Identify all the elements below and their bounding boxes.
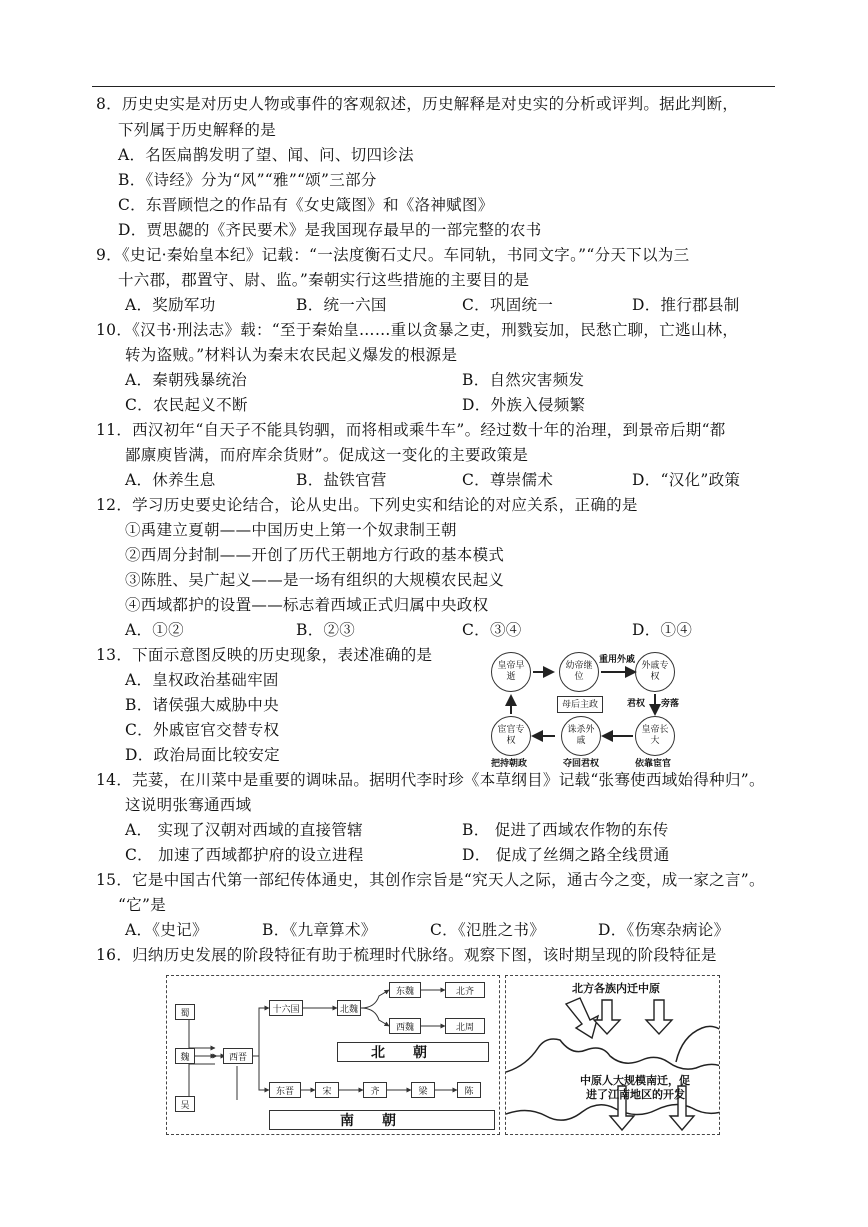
q15-option-a: A．《史记》 <box>125 921 208 939</box>
map-note-line1: 中原人大规模南迁，促 <box>580 1074 690 1087</box>
box-shu: 蜀 <box>175 1004 195 1020</box>
label-rely-consort: 重用外戚 <box>599 655 636 665</box>
q15-option-c: C．《氾胜之书》 <box>430 921 546 939</box>
q15-stem-line2: “它”是 <box>118 896 167 914</box>
q8-option-d: D．贾思勰的《齐民要术》是我国现存最早的一部完整的农书 <box>118 221 542 239</box>
q9-option-d: D．推行郡县制 <box>632 296 740 314</box>
box-qi: 齐 <box>363 1082 387 1098</box>
q13-stem-line1: 13．下面示意图反映的历史现象，表述准确的是 <box>96 646 433 664</box>
southern-dynasties-banner: 南朝 <box>269 1110 495 1130</box>
box-western-wei: 西魏 <box>389 1018 421 1034</box>
box-northern-wei: 北魏 <box>337 1000 361 1016</box>
q9-stem-line2: 十六郡，郡置守、尉、监。”秦朝实行这些措施的主要目的是 <box>118 271 530 289</box>
box-eastern-jin: 东晋 <box>269 1082 301 1098</box>
q12-option-b: B．②③ <box>296 621 356 639</box>
q9-option-b: B．统一六国 <box>296 296 387 314</box>
box-northern-qi: 北齐 <box>445 982 485 998</box>
node-consort-clan-power: 外戚专权 <box>635 652 675 692</box>
node-eunuch-power: 宦官专权 <box>491 716 531 756</box>
q14-option-a: A． 实现了汉朝对西域的直接管辖 <box>125 821 363 839</box>
q10-option-a: A．秦朝残暴统治 <box>125 371 248 389</box>
q12-item-3: ③陈胜、吴广起义——是一场有组织的大规模农民起义 <box>125 571 505 589</box>
q12-stem-line1: 12．学习历史要史论结合，论从史出。下列史实和结论的对应关系，正确的是 <box>96 496 638 514</box>
q14-stem-line2: 这说明张骞通西域 <box>125 796 252 814</box>
box-liang: 梁 <box>411 1082 435 1098</box>
northern-dynasties-banner: 北朝 <box>337 1042 489 1062</box>
box-northern-zhou: 北周 <box>445 1018 485 1034</box>
q16-stem-line1: 16．归纳历史发展的阶段特征有助于梳理时代脉络。观察下图，该时期呈现的阶段特征是 <box>96 946 717 964</box>
label-rely-eunuch: 依靠宦官 <box>635 759 672 769</box>
q12-option-a: A．①② <box>125 621 184 639</box>
label-regain-power: 夺回君权 <box>563 759 600 769</box>
q10-option-d: D．外族入侵频繁 <box>462 396 586 414</box>
q13-cycle-diagram <box>485 648 705 769</box>
label-control-court: 把持朝政 <box>491 759 528 769</box>
q12-item-1: ①禹建立夏朝——中国历史上第一个奴隶制王朝 <box>125 521 457 539</box>
q8-option-c: C．东晋顾恺之的作品有《女史箴图》和《洛神赋图》 <box>118 196 494 214</box>
box-song: 宋 <box>315 1082 339 1098</box>
node-emperor-grows: 皇帝长大 <box>635 716 675 756</box>
node-emperor-early-death: 皇帝早逝 <box>491 652 531 692</box>
node-kill-consort-clan: 诛杀外戚 <box>561 716 601 756</box>
q10-stem-line2: 转为盗贼。”材料认为秦末农民起义爆发的根源是 <box>125 346 458 364</box>
q10-option-c: C．农民起义不断 <box>125 396 248 414</box>
empress-dowager-box: 母后主政 <box>557 696 603 713</box>
q13-option-c: C．外戚宦官交替专权 <box>125 721 280 739</box>
q11-option-b: B．盐铁官营 <box>296 471 387 489</box>
q11-option-d: D．“汉化”政策 <box>632 471 741 489</box>
q14-option-b: B． 促进了西域农作物的东传 <box>462 821 669 839</box>
q12-item-2: ②西周分封制——开创了历代王朝地方行政的基本模式 <box>125 546 505 564</box>
q14-option-c: C． 加速了西域都护府的设立进程 <box>125 846 364 864</box>
q13-option-d: D．政治局面比较安定 <box>125 746 280 764</box>
q11-option-a: A．休养生息 <box>125 471 216 489</box>
q12-option-d: D．①④ <box>632 621 693 639</box>
q11-option-c: C．尊崇儒术 <box>462 471 554 489</box>
q14-stem-line1: 14．芫荽，在川菜中是重要的调味品。据明代李时珍《本草纲目》记载“张骞使西域始得种归”。 <box>96 771 765 789</box>
q8-option-b: B．《诗经》分为“风”“雅”“颂”三部分 <box>118 171 377 189</box>
q9-option-c: C．巩固统一 <box>462 296 554 314</box>
map-note-line2: 进了江南地区的开发 <box>586 1088 685 1101</box>
q9-option-a: A．奖励军功 <box>125 296 216 314</box>
q8-stem-line1: 8．历史史实是对历史人物或事件的客观叙述，历史解释是对史实的分析或评判。据此判断， <box>96 95 739 113</box>
header-rule <box>92 86 775 87</box>
q10-option-b: B．自然灾害频发 <box>462 371 585 389</box>
q12-item-4: ④西域都护的设置——标志着西域正式归属中央政权 <box>125 596 489 614</box>
q11-stem-line2: 鄙廪庾皆满，而府库余货财”。促成这一变化的主要政策是 <box>125 446 529 464</box>
q15-option-d: D．《伤寒杂病论》 <box>598 921 730 939</box>
q9-stem-line1: 9．《史记·秦始皇本纪》记载：“一法度衡石丈尺。车同轨，书同文字。”“分天下以为三 <box>96 246 690 264</box>
q16-dynasty-flowchart <box>166 975 500 1135</box>
box-western-jin: 西晋 <box>223 1048 253 1064</box>
box-wu: 吴 <box>175 1096 195 1112</box>
q14-option-d: D． 促成了丝绸之路全线贯通 <box>462 846 670 864</box>
box-sixteen-kingdoms: 十六国 <box>269 1000 303 1016</box>
q12-option-c: C．③④ <box>462 621 522 639</box>
box-eastern-wei: 东魏 <box>389 982 421 998</box>
q15-stem-line1: 15．它是中国古代第一部纪传体通史，其创作宗旨是“究天人之际，通古今之变，成一家之言”。 <box>96 871 765 889</box>
q13-option-b: B．诸侯强大威胁中央 <box>125 696 279 714</box>
label-imperial-power: 君权 <box>627 699 646 709</box>
q8-stem-line2: 下列属于历史解释的是 <box>118 121 277 139</box>
label-fall-aside: 旁落 <box>661 699 680 709</box>
q16-migration-map <box>505 975 720 1135</box>
box-chen: 陈 <box>457 1082 481 1098</box>
q11-stem-line1: 11．西汉初年“自天子不能具钧驷，而将相或乘牛车”。经过数十年的治理，到景帝后期“都 <box>96 421 726 439</box>
q13-option-a: A．皇权政治基础牢固 <box>125 671 279 689</box>
box-wei: 魏 <box>175 1048 195 1064</box>
q8-option-a: A．名医扁鹊发明了望、闻、问、切四诊法 <box>118 146 414 164</box>
q10-stem-line1: 10．《汉书·刑法志》载：“至于秦始皇……重以贪暴之吏，刑戮妄加，民愁亡聊，亡逃山林， <box>96 321 739 339</box>
node-child-emperor: 幼帝继位 <box>559 652 599 692</box>
q16-map-graphics <box>506 976 720 1135</box>
q15-option-b: B．《九章算术》 <box>262 921 377 939</box>
map-title: 北方各族内迁中原 <box>572 982 660 995</box>
